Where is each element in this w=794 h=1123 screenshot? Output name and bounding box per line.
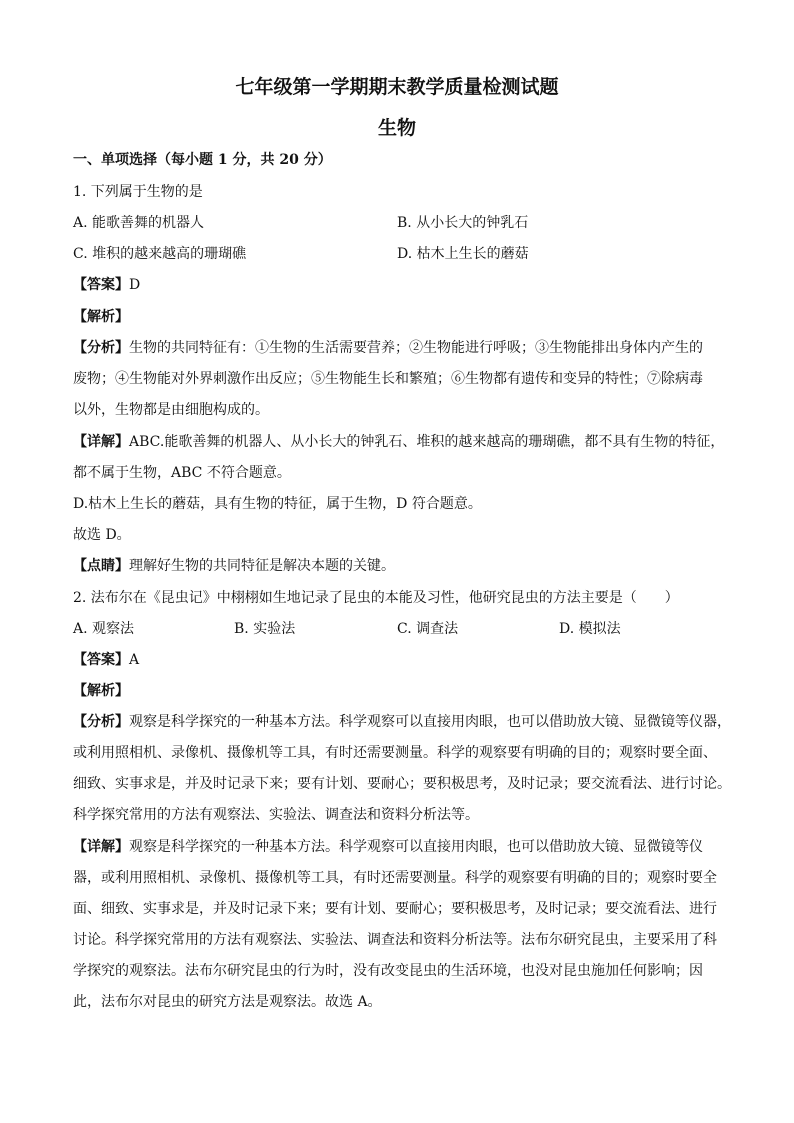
q2-option-b: B. 实验法: [234, 621, 296, 637]
answer-tag: 【答案】: [73, 277, 129, 293]
q1-fenxi-line-3: 以外，生物都是由细胞构成的。: [73, 402, 269, 418]
xiangjie-tag: 【详解】: [73, 434, 129, 450]
xiangjie-text: ABC.能歌善舞的机器人、从小长大的钟乳石、堆积的越来越高的珊瑚礁，都不具有生物的特征，: [129, 434, 725, 450]
q2-xiangjie-line-5: 学探究的观察法。法布尔研究昆虫的行为时，没有改变昆虫的生活环境，也没对昆虫施加任何影响；因: [73, 963, 703, 979]
q2-option-c: C. 调查法: [397, 621, 459, 637]
xiangjie-tag: 【详解】: [73, 839, 129, 855]
dianjing-tag: 【点睛】: [73, 558, 129, 574]
question-2-stem: 2. 法布尔在《昆虫记》中栩栩如生地记录了昆虫的本能及习性，他研究昆虫的方法主要是（ ）: [73, 590, 679, 606]
question-1-stem: 1. 下列属于生物的是: [73, 184, 203, 200]
q1-option-b: B. 从小长大的钟乳石: [397, 215, 529, 231]
subject-title: 生物: [377, 117, 416, 139]
q1-fenxi-line-2: 废物；④生物能对外界刺激作出反应；⑤生物能生长和繁殖；⑥生物都有遗传和变异的特性；⑦除病毒: [73, 371, 703, 387]
q1-option-d: D. 枯木上生长的蘑菇: [397, 246, 529, 262]
q2-fenxi-line-3: 细致、实事求是，并及时记录下来；要有计划、要耐心；要积极思考，及时记录；要交流看法、进行讨论。: [73, 776, 731, 792]
fenxi-tag: 【分析】: [73, 340, 129, 356]
q2-xiangjie-line-4: 讨论。科学探究常用的方法有观察法、实验法、调查法和资料分析法等。法布尔研究昆虫，主要采用了科: [73, 932, 717, 948]
q2-option-a: A. 观察法: [73, 621, 135, 637]
fenxi-text: 生物的共同特征有：①生物的生活需要营养；②生物能进行呼吸；③生物能排出身体内产生的: [129, 340, 703, 356]
xiangjie-text: 观察是科学探究的一种基本方法。科学观察可以直接用肉眼，也可以借助放大镜、显微镜等仪: [129, 839, 703, 855]
section-heading: 一、单项选择（每小题 1 分，共 20 分）: [73, 152, 332, 168]
q2-xiangjie-line-1: [73, 838, 703, 856]
q2-fenxi-line-2: 或利用照相机、录像机、摄像机等工具，有时还需要测量。科学的观察要有明确的目的；观察时要全面、: [73, 745, 717, 761]
q1-fenxi-line-1: [73, 339, 703, 357]
q2-xiangjie-line-6: 此，法布尔对昆虫的研究方法是观察法。故选 A。: [73, 994, 382, 1010]
answer-value: A: [129, 652, 140, 668]
q1-xiangjie-line-1: [73, 433, 724, 451]
q1-xiangjie-line-3: D.枯木上生长的蘑菇，具有生物的特征，属于生物，D 符合题意。: [73, 496, 482, 512]
q1-option-a: A. 能歌善舞的机器人: [73, 215, 205, 231]
q2-analysis-tag: 【解析】: [73, 683, 129, 699]
q2-option-d: D. 模拟法: [559, 621, 621, 637]
dianjing-text: 理解好生物的共同特征是解决本题的关键。: [129, 558, 395, 574]
q1-dianjing: [73, 557, 395, 575]
fenxi-text: 观察是科学探究的一种基本方法。科学观察可以直接用肉眼，也可以借助放大镜、显微镜等仪器，: [129, 714, 731, 730]
q1-analysis-tag: 【解析】: [73, 309, 129, 325]
q2-fenxi-line-1: [73, 713, 731, 731]
answer-tag: 【答案】: [73, 652, 129, 668]
q1-option-c: C. 堆积的越来越高的珊瑚礁: [73, 246, 247, 262]
exam-title: 七年级第一学期期末教学质量检测试题: [235, 76, 559, 98]
q1-xiangjie-line-4: 故选 D。: [73, 527, 131, 543]
q2-xiangjie-line-2: 器，或利用照相机、录像机、摄像机等工具，有时还需要测量。科学的观察要有明确的目的；观察时要全: [73, 870, 717, 886]
q2-answer: [73, 651, 139, 669]
q1-answer: [73, 276, 140, 294]
q2-fenxi-line-4: 科学探究常用的方法有观察法、实验法、调查法和资料分析法等。: [73, 807, 479, 823]
answer-value: D: [129, 277, 141, 293]
q1-xiangjie-line-2: 都不属于生物，ABC 不符合题意。: [73, 465, 291, 481]
q2-xiangjie-line-3: 面、细致、实事求是，并及时记录下来；要有计划、要耐心；要积极思考，及时记录；要交流看法、进行: [73, 901, 717, 917]
fenxi-tag: 【分析】: [73, 714, 129, 730]
